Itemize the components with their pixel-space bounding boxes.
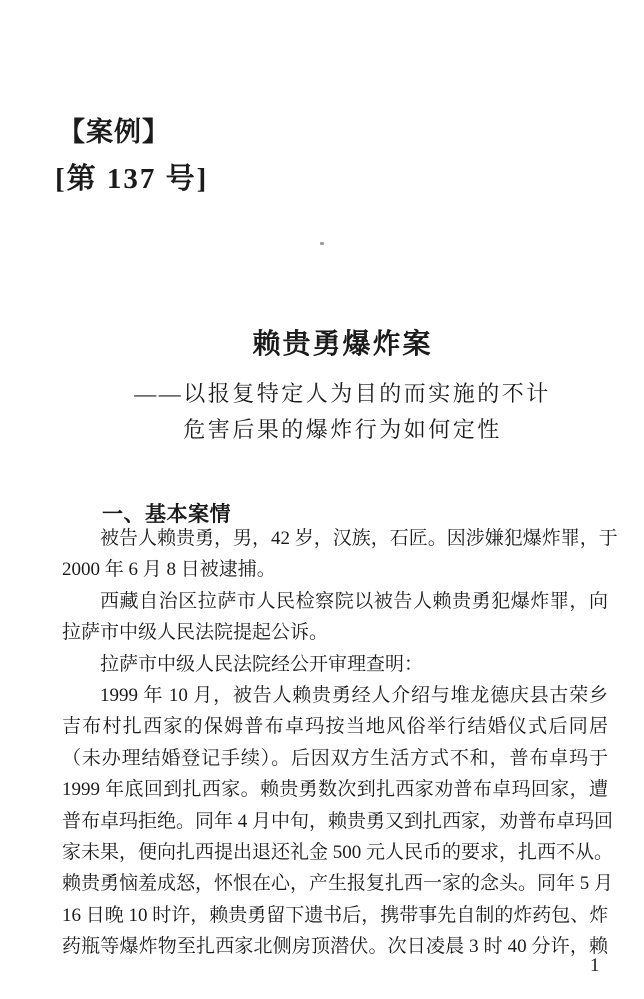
body-text-line: 拉萨市中级人民法院提起公诉。 [62, 622, 329, 644]
body-text-line: 普布卓玛拒绝。同年 4 月中旬，赖贵勇又到扎西家，劝普布卓玛回 [62, 810, 614, 832]
body-text-line: 1999 年底回到扎西家。赖贵勇数次到扎西家劝普布卓玛回家，遭 [62, 779, 608, 801]
body-text-line: 16 日晚 10 时许，赖贵勇留下遗书后，携带事先自制的炸药包、炸 [62, 904, 609, 926]
body-text-line: 被告人赖贵勇，男，42 岁，汉族，石匠。因涉嫌犯爆炸罪，于 [100, 528, 618, 549]
case-subtitle [70, 376, 615, 448]
body-text-line: 西藏自治区拉萨市人民检察院以被告人赖贵勇犯爆炸罪，向 [100, 590, 608, 612]
body-text-line: 赖贵勇恼羞成怒，怀恨在心，产生报复扎西一家的念头。同年 5 月 [62, 873, 614, 895]
print-artifact-dot [320, 242, 324, 245]
section-heading-basic-facts: 一、基本案情 [102, 503, 231, 526]
body-text-line: 拉萨市中级人民法院经公开审理查明： [100, 653, 424, 675]
page-number: 1 [590, 955, 600, 976]
body-text-line: （未办理结婚登记手续）。后因双方生活方式不和，普布卓玛于 [62, 747, 608, 769]
body-text-line: 家未果，便向扎西提出退还礼金 500 元人民币的要求，扎西不从。 [62, 841, 614, 863]
case-subtitle-line-1: ——以报复特定人为目的而实施的不计 [134, 381, 551, 406]
case-number-label: [第 137 号] [55, 163, 209, 195]
body-text-line: 1999 年 10 月，被告人赖贵勇经人介绍与堆龙德庆县古荣乡 [100, 684, 608, 706]
title-block [70, 322, 615, 448]
case-subtitle-line-2: 危害后果的爆炸行为如何定性 [183, 417, 502, 442]
body-text-line: 药瓶等爆炸物至扎西家北侧房顶潜伏。次日凌晨 3 时 40 分许，赖 [62, 936, 608, 958]
body-text-line: 吉布村扎西家的保姆普布卓玛按当地风俗举行结婚仪式后同居 [62, 716, 608, 738]
case-type-label: 【案例】 [58, 117, 170, 147]
case-title: 赖贵勇爆炸案 [252, 328, 433, 359]
body-text [62, 523, 618, 962]
body-text-line: 2000 年 6 月 8 日被逮捕。 [62, 559, 276, 581]
